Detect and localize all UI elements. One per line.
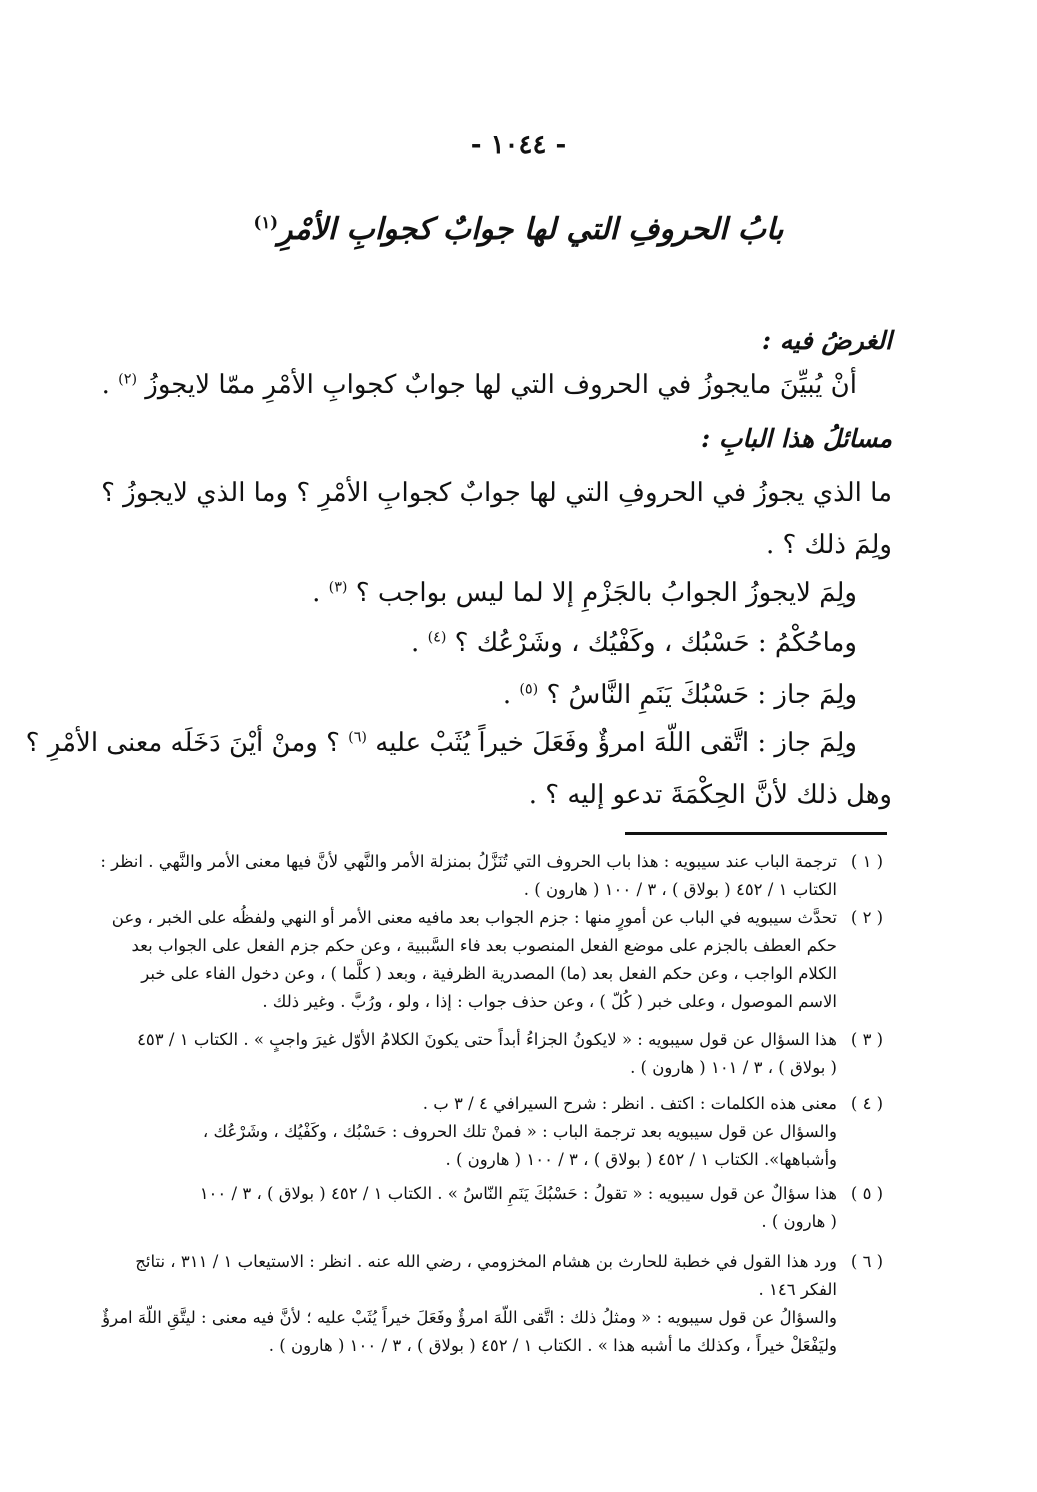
chapter-title-text: بابُ الحروفِ التي لها جوابٌ كجوابِ الأمْرِ bbox=[278, 212, 784, 247]
footnote-line: وأشباهها». الكتاب ١ / ٤٥٢ ( بولاق ) ، ٣ / ١٠٠ ( هارون ) . bbox=[445, 1150, 837, 1169]
issue-line-end: . bbox=[312, 578, 321, 608]
issue-line-end: . bbox=[502, 680, 512, 710]
footnote bbox=[147, 1180, 887, 1236]
issue-line-text: وهل ذلك لأنَّ الحِكْمَةَ تدعو إليه ؟ . bbox=[528, 780, 892, 810]
issue-line bbox=[503, 680, 857, 710]
issue-line bbox=[312, 578, 857, 608]
page-number: - ١٠٤٤ - bbox=[470, 130, 567, 160]
footnote-number: ( ١ ) bbox=[850, 852, 884, 871]
issue-footnote-ref: (٣) bbox=[328, 579, 348, 596]
footnote-number: ( ٥ ) bbox=[850, 1184, 884, 1203]
footnote-line: والسؤال عن قول سيبويه بعد ترجمة الباب : « فمنْ تلك الحروف : حَسْبُك ، وكَفْيُك ، وشَرْعُك ، bbox=[202, 1122, 837, 1141]
issue-line bbox=[411, 628, 857, 658]
footnote-line: حكم العطف بالجزم على موضع الفعل المنصوب بعد فاء السَّببية ، وعن حكم جزم الفعل على الجواب بعد bbox=[131, 936, 837, 955]
issue-line bbox=[529, 780, 892, 810]
issue-line bbox=[766, 530, 892, 560]
purpose-text-body: أنْ يُبيِّنَ مايجوزُ في الحروف التي لها جوابٌ كجوابِ الأمْرِ ممّا لايجوزُ bbox=[145, 370, 857, 400]
footnote-line: ( بولاق ) ، ٣ / ١٠١ ( هارون ) . bbox=[630, 1058, 837, 1077]
footnote-text bbox=[147, 1090, 837, 1174]
chapter-footnote-ref: (١) bbox=[253, 213, 279, 232]
chapter-title bbox=[0, 212, 1037, 247]
footnote bbox=[147, 1090, 887, 1174]
footnote bbox=[102, 1248, 887, 1360]
footnote-line: الفكر ١٤٦ . bbox=[758, 1280, 837, 1299]
footnote bbox=[100, 848, 887, 904]
footnote-line: ورد هذا القول في خطبة للحارث بن هشام المخزومي ، رضي الله عنه . انظر : الاستيعاب ١ / ٣١١ ، نتائج bbox=[135, 1252, 837, 1271]
footnote-text bbox=[111, 904, 837, 1016]
footnote-number: ( ٣ ) bbox=[850, 1030, 884, 1049]
footnote-text bbox=[147, 1180, 837, 1236]
purpose-text bbox=[102, 370, 857, 400]
footnote-line: هذا السؤال عن قول سيبويه : « لايكونُ الجزاءُ أبداً حتى يكونَ الكلامُ الأوّل غيرَ واجبٍ » . الكتاب ١ / ٤٥٣ bbox=[137, 1030, 837, 1049]
footnote-line: الكلام الواجب ، وعن حكم الفعل بعد (ما) المصدرية الظرفية ، وبعد ( كلَّما ) ، وعن دخول الفاء على خبر bbox=[141, 964, 837, 983]
footnote-number: ( ٦ ) bbox=[850, 1252, 884, 1271]
footnote-text bbox=[102, 1248, 837, 1360]
issue-line-text: ولِمَ جاز : حَسْبُكَ يَنَمِ النَّاسُ ؟ bbox=[546, 680, 857, 710]
footnote-number: ( ٤ ) bbox=[850, 1094, 884, 1113]
purpose-footnote-ref: (٢) bbox=[118, 371, 138, 388]
footnote-line: ( هارون ) . bbox=[761, 1212, 837, 1231]
issue-footnote-ref: (٥) bbox=[519, 681, 539, 698]
purpose-heading: الغرضُ فيه : bbox=[761, 326, 892, 355]
issue-footnote-ref: (٤) bbox=[427, 629, 447, 646]
footnote-line: معنى هذه الكلمات : اكتف . انظر : شرح السيرافي ٤ / ٣ ب . bbox=[422, 1094, 837, 1113]
footnote-number: ( ٢ ) bbox=[850, 908, 884, 927]
issue-line-text: وماحُكْمُ : حَسْبُك ، وكَفْيُك ، وشَرْعُك ؟ bbox=[454, 628, 857, 658]
issue-line-text: ما الذي يجوزُ في الحروفِ التي لها جوابٌ كجوابِ الأمْرِ ؟ وما الذي لايجوزُ ؟ bbox=[101, 478, 892, 508]
footnote-text bbox=[137, 1026, 837, 1082]
footnote-line: ترجمة الباب عند سيبويه : هذا باب الحروف التي تُنَزَّلُ بمنزلة الأمر والنَّهي لأنَّ فيها معنى الأمر والنَّهي . انظر : bbox=[100, 852, 837, 871]
issue-line-end: ؟ ومنْ أيْنَ دَخَلَه معنى الأمْرِ ؟ bbox=[25, 728, 340, 758]
issue-line bbox=[101, 478, 892, 508]
issue-line-text: ولِمَ ذلك ؟ . bbox=[765, 530, 892, 560]
footnote-line: تحدَّث سيبويه في الباب عن أمورٍ منها : جزم الجواب بعد مافيه معنى الأمر أو النهي ولفظُه على الخبر ، وعن bbox=[111, 908, 837, 927]
footnote-line: هذا سؤالٌ عن قول سيبويه : « تقولُ : حَسْبُكَ يَنَمِ النّاسُ » . الكتاب ١ / ٤٥٢ ( بولاق ) ، ٣ / ١٠٠ bbox=[199, 1184, 837, 1203]
issue-line-text: ولِمَ لايجوزُ الجوابُ بالجَزْمِ إلا لما ليس بواجب ؟ bbox=[355, 578, 857, 608]
footnote-line: الاسم الموصول ، وعلى خبر ( كُلّ ) ، وعن حذف جواب : إذا ، ولو ، ورُبَّ . وغير ذلك . bbox=[262, 992, 837, 1011]
footnote-separator bbox=[625, 832, 887, 835]
issue-line bbox=[26, 728, 857, 758]
footnote-text bbox=[100, 848, 837, 904]
footnote-line: والسؤالُ عن قول سيبويه : « ومثلُ ذلك : اتَّقى اللّهَ امرؤٌ وفَعَلَ خيراً يُثَبْ عليه ؛ لأنَّ فيه معنى : ليتَّقِ اللّهَ امرؤٌ bbox=[102, 1308, 837, 1327]
footnote bbox=[111, 904, 887, 1016]
footnote bbox=[137, 1026, 887, 1082]
purpose-text-end: . bbox=[101, 370, 110, 400]
footnote-line: الكتاب ١ / ٤٥٢ ( بولاق ) ، ٣ / ١٠٠ ( هارون ) . bbox=[523, 880, 837, 899]
footnote-line: وليَفْعَلْ خيراً ، وكذلك ما أشبه هذا » . الكتاب ١ / ٤٥٢ ( بولاق ) ، ٣ / ١٠٠ ( هارون ) . bbox=[268, 1336, 837, 1355]
issues-heading: مسائلُ هذا البابِ : bbox=[700, 424, 892, 453]
issue-footnote-ref: (٦) bbox=[348, 729, 367, 746]
issue-line-text: ولِمَ جاز : اتَّقى اللّهَ امرؤٌ وفَعَلَ خيراً يُثَبْ عليه bbox=[375, 728, 857, 758]
issue-line-end: . bbox=[411, 628, 420, 658]
